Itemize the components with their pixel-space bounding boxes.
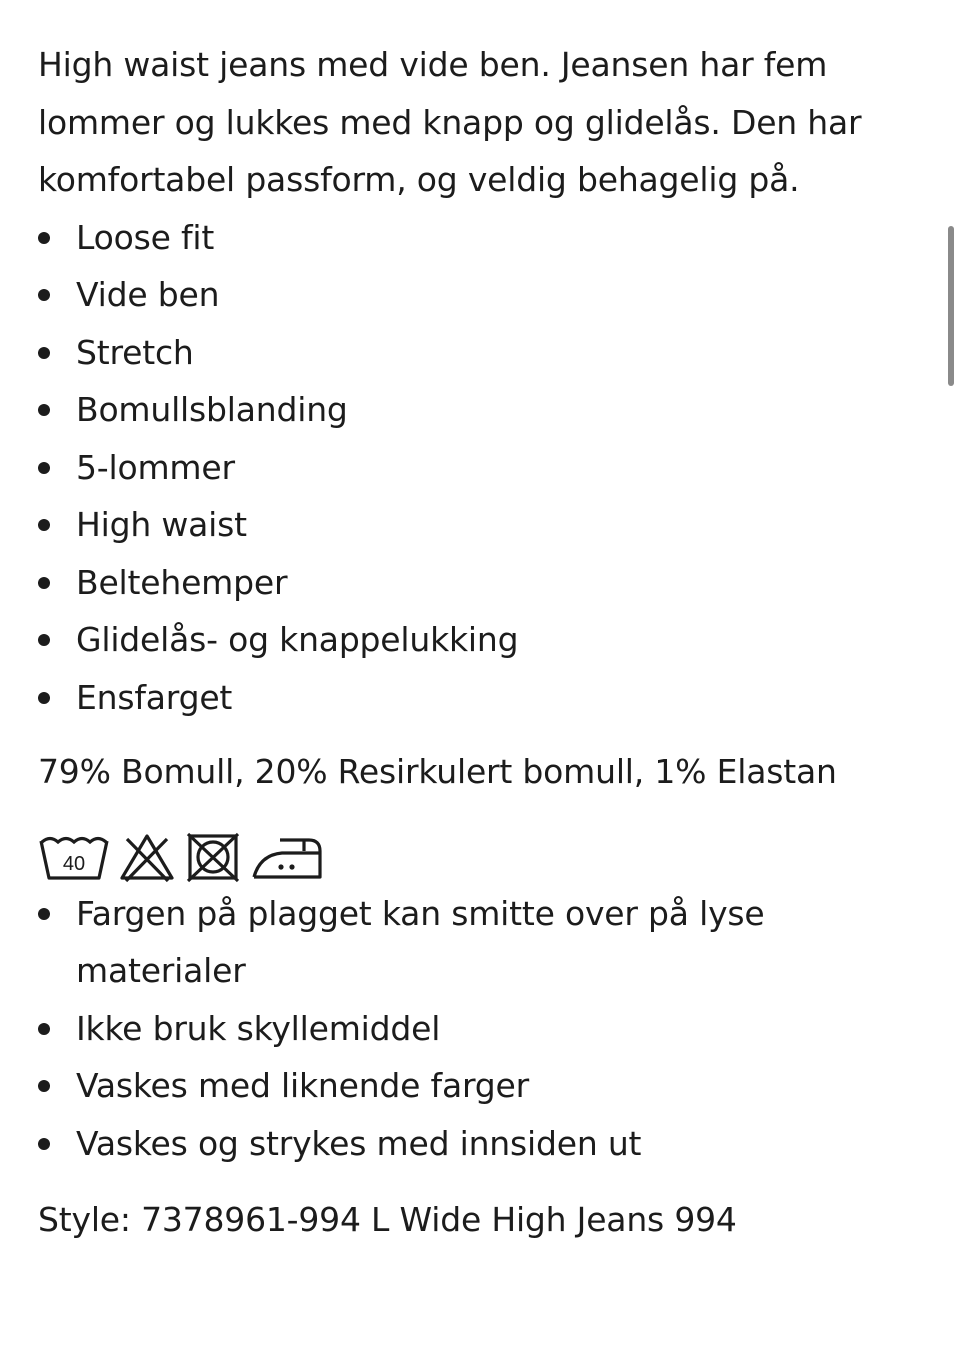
bullet-icon: [38, 1080, 50, 1092]
bullet-icon: [38, 692, 50, 704]
bullet-icon: [38, 908, 50, 920]
bullet-icon: [38, 1023, 50, 1035]
feature-item: [38, 496, 918, 554]
feature-item: [38, 324, 918, 382]
bullet-icon: [38, 634, 50, 646]
scrollbar[interactable]: [948, 226, 954, 386]
care-symbols: [38, 829, 918, 885]
material-composition: 79% Bomull, 20% Resirkulert bomull, 1% Elastan: [38, 752, 837, 791]
style-number: Style: 7378961-994 L Wide High Jeans 994: [38, 1200, 737, 1239]
bullet-icon: [38, 232, 50, 244]
feature-label: Stretch: [76, 332, 194, 372]
feature-label: Loose fit: [76, 217, 215, 257]
feature-list: [38, 209, 918, 727]
bullet-icon: [38, 462, 50, 474]
feature-item: [38, 266, 918, 324]
iron-medium-heat-icon: [250, 831, 326, 883]
feature-item: [38, 611, 918, 669]
bullet-icon: [38, 404, 50, 416]
product-details: [38, 36, 918, 1249]
feature-label: Bomullsblanding: [76, 390, 348, 429]
bullet-icon: [38, 577, 50, 589]
care-instruction-item: [38, 1000, 918, 1058]
feature-item: [38, 209, 918, 267]
care-instruction-item: [38, 1057, 918, 1115]
product-description: High waist jeans med vide ben. Jeansen har fem lommer og lukkes med knapp og glidelås. Den har komfortabel passform, og veldig behagelig på.: [38, 45, 862, 199]
care-instructions-list: [38, 885, 918, 1173]
bullet-icon: [38, 347, 50, 359]
feature-item: [38, 381, 918, 439]
wash-temperature-label: 40: [62, 852, 86, 875]
care-instruction-label: Fargen på plagget kan smitte over på lyse materialer: [76, 893, 765, 990]
bullet-icon: [38, 519, 50, 531]
feature-label: Glidelås- og knappelukking: [76, 620, 519, 659]
care-instruction-item: [38, 885, 918, 1000]
do-not-bleach-icon: [118, 831, 176, 883]
feature-label: Beltehemper: [76, 562, 288, 602]
care-instruction-label: Vaskes med liknende farger: [76, 1066, 529, 1105]
do-not-tumble-dry-icon: [184, 831, 242, 883]
care-instruction-label: Ikke bruk skyllemiddel: [76, 1008, 441, 1048]
bullet-icon: [38, 1138, 50, 1150]
feature-label: Vide ben: [76, 275, 220, 314]
feature-label: High waist: [76, 505, 247, 544]
care-instruction-label: Vaskes og strykes med innsiden ut: [76, 1123, 642, 1163]
bullet-icon: [38, 289, 50, 301]
care-instruction-item: [38, 1115, 918, 1173]
feature-item: [38, 669, 918, 727]
feature-label: 5-lommer: [76, 447, 235, 487]
feature-item: [38, 439, 918, 497]
wash-40-icon: [38, 831, 110, 883]
feature-item: [38, 554, 918, 612]
feature-label: Ensfarget: [76, 677, 233, 717]
